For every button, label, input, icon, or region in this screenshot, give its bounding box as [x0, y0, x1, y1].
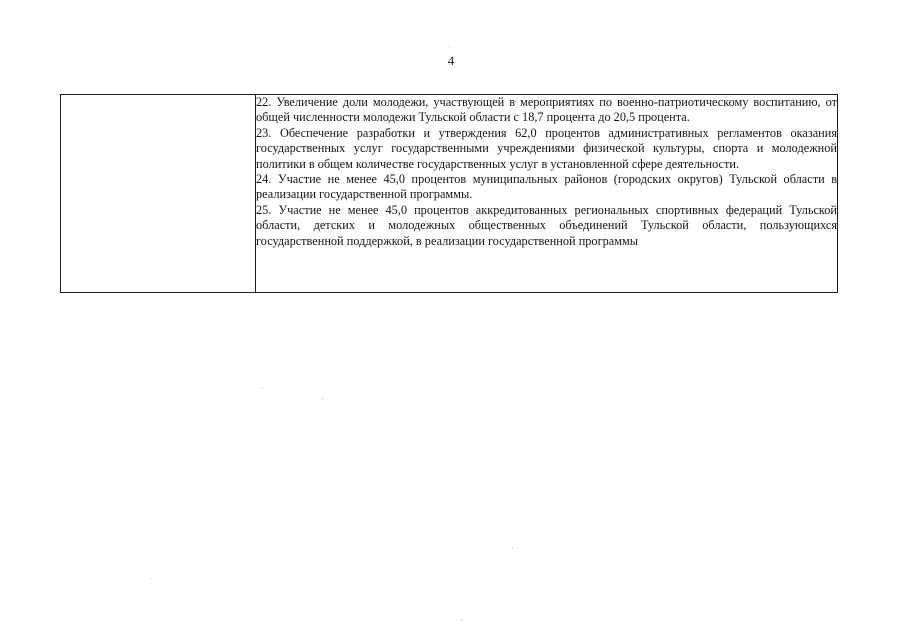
scan-speck: [512, 547, 513, 548]
table-row: [61, 95, 838, 293]
scan-speck: [262, 388, 263, 389]
table-cell-empty: [61, 95, 256, 293]
indicator-item-22: 22. Увеличение доли молодежи, участвующей в мероприятиях по военно-патриотическому воспитанию, от общей численности молодежи Тульской области с 18,7 процента до 20,5 процента.: [256, 95, 837, 125]
scan-speck: [461, 620, 462, 621]
indicator-item-25: 25. Участие не менее 45,0 процентов аккредитованных региональных спортивных федераций Тульской области, детских и молодежных общественных объединений Тульской области, пользующихся государственной поддержкой, в реализации государственной программы: [256, 202, 837, 248]
scan-speck: [449, 46, 450, 47]
table-cell-indicators: [256, 95, 838, 293]
scan-speck: [150, 578, 151, 579]
indicator-item-23: 23. Обеспечение разработки и утверждения 62,0 процентов административных регламентов оказания государственных услуг государственными учреждениями физической культуры, спорта и молодежной политики в общем количестве государственных услуг в установленной сфере деятельности.: [256, 125, 837, 171]
indicators-table: [60, 94, 838, 293]
page-number: 4: [447, 53, 455, 68]
scan-speck: [322, 398, 323, 399]
indicator-item-24: 24. Участие не менее 45,0 процентов муниципальных районов (городских округов) Тульской области в реализации государственной программы.: [256, 172, 837, 202]
